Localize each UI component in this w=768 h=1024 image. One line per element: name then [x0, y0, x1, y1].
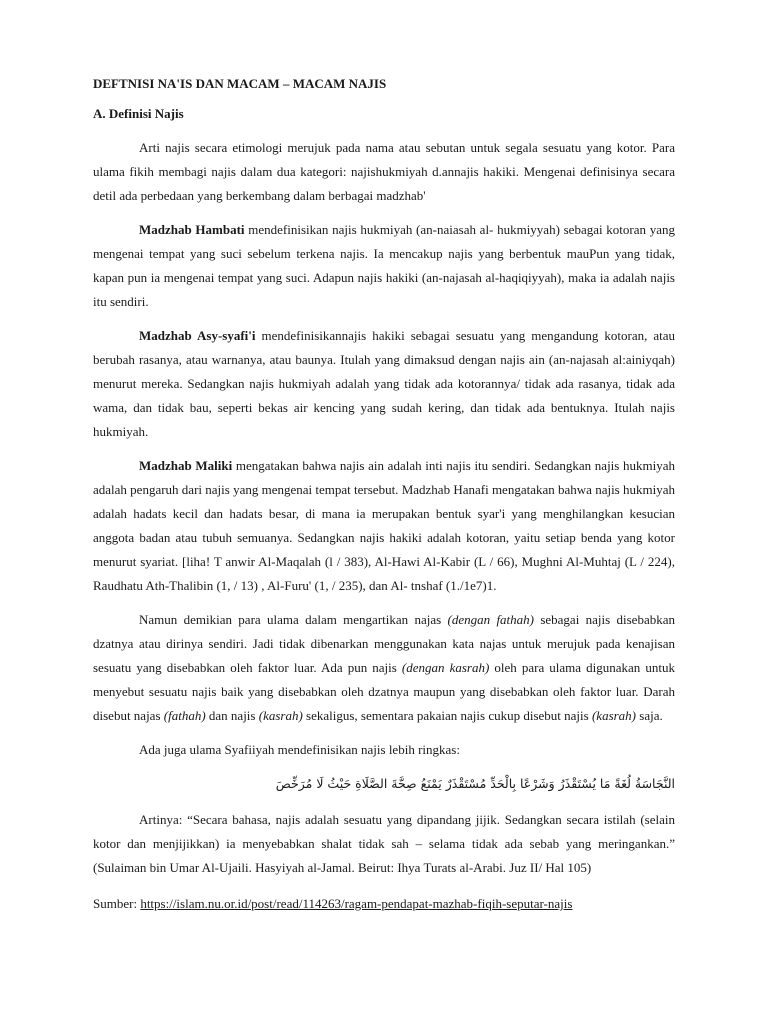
- text-run: oleh para ulama digunakan untuk menyebut sesuatu najis baik yang disebabkan oleh dzatnya maupun yang disebabkan oleh faktor luar. Darah disebut najas: [93, 660, 675, 723]
- italic-run: (dengan fathah): [447, 612, 534, 627]
- arabic-definition: النَّجَاسَةُ لُغَةً مَا يُسْتَقْذَرُ وَشَرْعًا بِالْحَدِّ مُسْتَقْذَرٌ يَمْنَعُ صِحَّةَ الصَّلَاةِ حَيْثُ لَا مُرَخِّصَ: [275, 776, 675, 791]
- paragraph-maliki-text: mengatakan bahwa najis ain adalah inti najis itu sendiri. Sedangkan najis hukmiyah adalah pengaruh dari najis yang mengenai tempat tersebut. Madzhab Hanafi mengatakan bahwa najis hukmiyah adalah hadats kecil dan hadats besar, di mana ia merupakan bentuk syar'i yang menghilangkan kesucian anggota badan atau tubuh semuanya. Sedangkan najis hakiki adalah kotoran, yaitu setiap benda yang kotor menurut syariat. [liha! T anwir Al-Maqalah (l / 383), Al-Hawi Al-Kabir (L / 66), Mughni Al-Muhtaj (L / 224), Raudhatu Ath-Thalibin (1, / 13) , Al-Furu' (1, / 235), dan Al- tnshaf (1./1e7)1.: [93, 458, 675, 593]
- text-run: sekaligus, sementara pakaian najis cukup disebut najis: [302, 708, 592, 723]
- source-link[interactable]: https://islam.nu.or.id/post/read/114263/ragam-pendapat-mazhab-fiqih-seputar-najis: [140, 896, 573, 911]
- italic-run: (fathah): [163, 708, 206, 723]
- madzhab-hambali-label: Madzhab Hambati: [139, 222, 245, 237]
- italic-run: (kasrah): [591, 708, 637, 723]
- paragraph-syafiiyah-intro: Ada juga ulama Syafiiyah mendefinisikan najis lebih ringkas:: [139, 742, 460, 757]
- document-title: DEFTNISI NA'IS DAN MACAM – MACAM NAJIS: [93, 76, 387, 91]
- text-run: Namun demikian para ulama dalam mengartikan najas: [139, 612, 448, 627]
- italic-run: (kasrah): [258, 708, 303, 723]
- source-label: Sumber:: [93, 896, 141, 911]
- madzhab-maliki-label: Madzhab Maliki: [139, 458, 233, 473]
- paragraph-hambali: [93, 218, 675, 314]
- paragraph-maliki: [93, 454, 675, 598]
- document-body: [93, 72, 675, 916]
- paragraph-hambali-text: mendefinisikan najis hukmiyah (an-naiasah al- hukmiyyah) sebagai kotoran yang mengenai tempat yang suci sebelum terkena najis. Ia mencakup najis yang berbentuk mauPun yang tidak, kapan pun ia mengenai tempat yang suci. Adapun najis hakiki (an-najasah al-haqiqiyyah), maka ia adalah najis itu sendiri.: [93, 222, 675, 309]
- paragraph-etimologi: Arti najis secara etimologi merujuk pada nama atau sebutan untuk segala sesuatu yang kotor. Para ulama fikih membagi najis dalam dua kategori: najishukmiyah d.annajis hakiki. Mengenai definisinya secara detil ada perbedaan yang berkembang dalam berbagai madzhab': [93, 140, 675, 203]
- text-run: saja.: [636, 708, 663, 723]
- text-run: sebagai najis disebabkan dzatnya atau dirinya sendiri. Jadi tidak dibenarkan menggunakan kata najas untuk merujuk pada kenajisan sesuatu yang disebabkan oleh faktor luar. Ada pun najis: [93, 612, 675, 675]
- paragraph-translation: Artinya: “Secara bahasa, najis adalah sesuatu yang dipandang jijik. Sedangkan secara istilah (selain kotor dan menjijikkan) ia menyebabkan shalat tidak sah – selama tidak ada sebab yang meringankan.” (Sulaiman bin Umar Al-Ujaili. Hasyiyah al-Jamal. Beirut: Ihya Turats al-Arabi. Juz II/ Hal 105): [93, 812, 675, 875]
- paragraph-syafii: [93, 324, 675, 444]
- text-run: dan najis: [205, 708, 259, 723]
- madzhab-syafii-label: Madzhab Asy-syafi'i: [139, 328, 256, 343]
- source-line: [93, 892, 675, 916]
- section-heading: A. Definisi Najis: [93, 106, 184, 121]
- paragraph-najas-najis: [93, 608, 675, 728]
- paragraph-syafii-text: mendefinisikannajis hakiki sebagai sesuatu yang mengandung kotoran, atau berubah rasanya, atau warnanya, atau baunya. Itulah yang dimaksud dengan najis ain (an-najasah al:ainiyqah) menurut mereka. Sedangkan najis hukmiyah adalah yang tidak ada kotorannya/ tidak ada rasanya, tidak ada wama, dan tidak bau, seperti bekas air kencing yang sudah kering, dan tidak ada bentuknya. Itulah najis hukmiyah.: [93, 328, 675, 439]
- italic-run: (dengan kasrah): [401, 660, 490, 675]
